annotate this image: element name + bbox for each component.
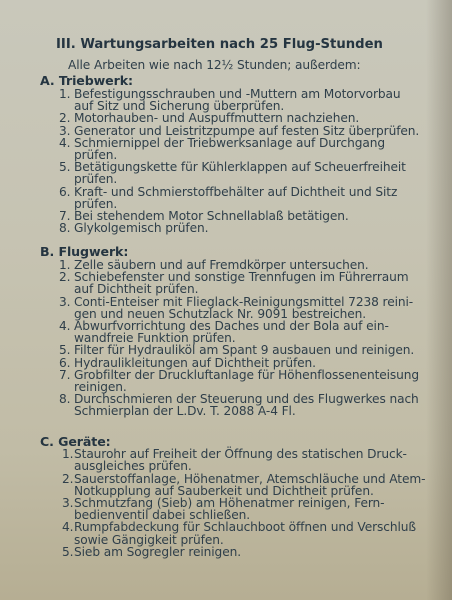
item-number: 8. — [59, 392, 71, 407]
item-text-line: Zelle säubern und auf Fremdkörper untersuchen. — [74, 258, 369, 273]
item-number: 1. — [59, 258, 71, 273]
list-item — [62, 544, 436, 559]
list-item — [59, 294, 436, 321]
item-text-line: Schmutzfang (Sieb) am Höhenatmer reinigen, Fern- — [74, 496, 385, 511]
item-text-line: Staurohr auf Freiheit der Öffnung des statischen Druck- — [74, 447, 407, 462]
item-text-line: Bei stehendem Motor Schnellablaß betätigen. — [74, 209, 349, 224]
item-number: 7. — [59, 209, 71, 224]
item-text-line: Sauerstoffanlage, Höhenatmer, Atemschläuche und Atem- — [74, 471, 426, 486]
item-text-line: Notkupplung auf Sauberkeit und Dichtheit prüfen. — [74, 483, 374, 498]
item-number: 6. — [59, 184, 71, 199]
item-text-line: prüfen. — [74, 148, 118, 163]
list-item — [62, 447, 436, 474]
item-text-line: ausgleiches prüfen. — [74, 459, 192, 474]
list-item — [59, 160, 436, 187]
item-number: 1. — [59, 87, 71, 101]
item-text-line: Conti-Enteiser mit Flieglack-Reinigungsmittel 7238 reini- — [74, 294, 414, 309]
page-title: III. Wartungsarbeiten nach 25 Flug-Stunden — [56, 37, 383, 52]
item-text-line: Durchschmieren der Steuerung und des Flugwerkes nach — [74, 392, 419, 407]
item-number: 2. — [62, 471, 74, 486]
intro-text: Alle Arbeiten wie nach 12½ Stunden; außerdem: — [68, 58, 361, 73]
list-item — [59, 367, 436, 395]
item-number: 4. — [59, 319, 71, 334]
section-heading: B. Flugwerk: — [40, 244, 129, 260]
item-number: 3. — [59, 123, 71, 138]
item-text-line: prüfen. — [74, 172, 118, 187]
item-number: 5. — [59, 343, 71, 358]
item-text-line: Kraft- und Schmierstoffbehälter auf Dichtheit und Sitz — [74, 184, 398, 199]
list-item — [59, 221, 436, 236]
item-number: 4. — [62, 520, 74, 535]
item-number: 7. — [59, 367, 71, 382]
item-number: 3. — [62, 496, 74, 511]
item-text-line: Schmierplan der L.Dv. T. 2088 A-4 Fl. — [74, 404, 296, 419]
item-text-line: bedienventil dabei schließen. — [74, 508, 251, 523]
list-item — [59, 270, 436, 297]
item-text-line: Glykolgemisch prüfen. — [74, 221, 209, 236]
item-text-line: Hydraulikleitungen auf Dichtheit prüfen. — [74, 355, 316, 370]
list-item — [59, 184, 436, 211]
item-number: 5. — [59, 160, 71, 175]
list-item — [62, 496, 436, 523]
item-text-line: gen und neuen Schutzlack Nr. 9091 bestreichen. — [74, 306, 367, 321]
section-triebwerk — [24, 75, 436, 234]
item-text-line: Filter für Hydrauliköl am Spant 9 ausbauen und reinigen. — [74, 343, 415, 358]
item-number: 3. — [59, 294, 71, 309]
item-number: 2. — [59, 111, 71, 126]
list-item — [62, 520, 436, 547]
item-text-line: auf Dichtheit prüfen. — [74, 282, 199, 297]
list-item — [59, 135, 436, 163]
item-text-line: auf Sitz und Sicherung überprüfen. — [74, 99, 285, 114]
item-text-line: sowie Gängigkeit prüfen. — [74, 532, 224, 547]
list-item — [62, 471, 436, 498]
item-number: 1. — [62, 447, 74, 462]
section-heading: A. Triebwerk: — [40, 73, 133, 89]
item-text-line: Motorhauben- und Auspuffmuttern nachziehen. — [74, 111, 360, 126]
list-item — [59, 319, 436, 346]
list-item — [59, 111, 436, 126]
item-text-line: Generator und Leistritzpumpe auf festen Sitz überprüfen. — [74, 123, 420, 138]
list-item — [59, 87, 436, 114]
item-number: 5. — [62, 544, 74, 559]
item-text-line: Betätigungskette für Kühlerklappen auf Scheuerfreiheit — [74, 160, 406, 175]
item-text-line: Schmiernippel der Triebwerksanlage auf Durchgang — [74, 135, 385, 150]
item-text-line: Grobfilter der Druckluftanlage für Höhenflossenenteisung — [74, 367, 420, 382]
item-text-line: Befestigungsschrauben und -Muttern am Motorvorbau — [74, 87, 401, 101]
item-number: 2. — [59, 270, 71, 285]
list-item — [59, 123, 436, 138]
item-text-line: Rumpfabdeckung für Schlauchboot öffnen und Verschluß — [74, 520, 416, 535]
item-text-line: Schiebefenster und sonstige Trennfugen im Führerraum — [74, 270, 409, 285]
item-list — [24, 448, 436, 558]
list-item — [59, 343, 436, 358]
list-item — [59, 392, 436, 419]
item-list — [24, 259, 436, 418]
item-text-line: prüfen. — [74, 196, 118, 211]
item-text-line: wandfreie Funktion prüfen. — [74, 331, 236, 346]
item-text-line: Abwurfvorrichtung des Daches und der Bola auf ein- — [74, 319, 389, 334]
item-number: 8. — [59, 221, 71, 236]
item-text-line: Sieb am Sogregler reinigen. — [74, 544, 241, 559]
section-flugwerk — [24, 246, 436, 417]
item-number: 4. — [59, 135, 71, 150]
item-list — [24, 88, 436, 234]
item-number: 6. — [59, 355, 71, 370]
section-geraete — [24, 433, 436, 559]
section-heading: C. Geräte: — [40, 433, 111, 449]
item-text-line: reinigen. — [74, 380, 127, 395]
